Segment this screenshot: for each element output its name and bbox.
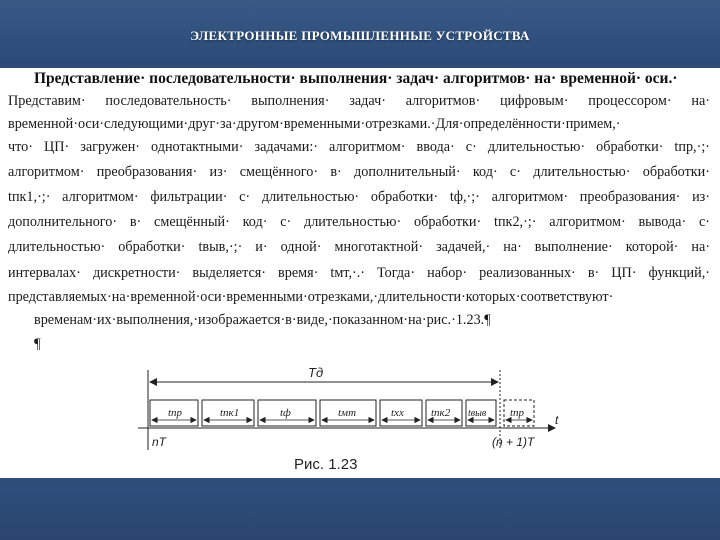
- segment-label: tхх: [391, 407, 404, 419]
- start-time-label: nT: [152, 435, 167, 449]
- paragraph-line: интервалах· дискретности· выделяется· время· tмт,·.· Тогда· набор· реализованных· в· ЦП· функций,·: [8, 265, 710, 281]
- paragraph-line: дополнительного· в· смещённый· код· с· длительностью· обработки· tпк2,·;· алгоритмом· вывода· с·: [8, 214, 710, 230]
- paragraph-line: tпк1,·;· алгоритмом· фильтрации· с· длительностью· обработки· tф,·;· алгоритмом· преобразования· из·: [8, 189, 710, 205]
- paragraph-line: алгоритмом· преобразования· из· смещённого· в· дополнительный· код· с· длительностью· обработки·: [8, 164, 710, 180]
- section-heading: Представление· последовательности· выполнения· задач· алгоритмов· на· временной· оси.·: [34, 70, 678, 87]
- segment-label: tвыв: [468, 408, 487, 419]
- figure-caption: Рис. 1.23: [294, 456, 358, 473]
- time-axis-label: t: [555, 413, 559, 427]
- timing-diagram: [130, 364, 570, 456]
- paragraph-line: временам·их·выполнения,·изображается·в·виде,·показанном·на·рис.·1.23.¶: [34, 312, 491, 328]
- paragraph-line: представляемых·на·временной·оси·временными·отрезками,·длительности·которых·соответствуют·: [8, 289, 614, 305]
- period-label: Tд: [308, 365, 324, 380]
- end-time-label: (n + 1)T: [492, 435, 535, 449]
- paragraph-mark: ¶: [34, 336, 41, 352]
- segment-label: tмт: [338, 407, 357, 419]
- paragraph-line: длительностью· обработки· tвыв,·;· и· одной· многотактной· задачей,· на· выполнение· которой· на·: [8, 239, 710, 255]
- segment-group: [150, 400, 534, 426]
- paragraph-line: временной·оси·следующими·друг·за·другом·временными·отрезками.·Для·определённости·примем,·: [8, 116, 621, 132]
- segment-label: tпк2: [431, 407, 451, 419]
- segment-label: tпр: [168, 407, 183, 419]
- paragraph-line: Представим· последовательность· выполнения· задач· алгоритмов· цифровым· процессором· на·: [8, 93, 710, 109]
- segment-label: tпр: [510, 407, 525, 419]
- slide-title: ЭЛЕКТРОННЫЕ ПРОМЫШЛЕННЫЕ УСТРОЙСТВА: [190, 28, 530, 43]
- segment-label: tпк1: [220, 407, 240, 419]
- slide-footer-background: [0, 478, 720, 540]
- document-page: [0, 68, 720, 478]
- slide-title-bar: [0, 18, 720, 54]
- segment-label: tф: [280, 407, 291, 419]
- paragraph-line: что· ЦП· загружен· однотактными· задачами:· алгоритмом· ввода· с· длительностью· обработки· tпр,·;·: [8, 139, 710, 155]
